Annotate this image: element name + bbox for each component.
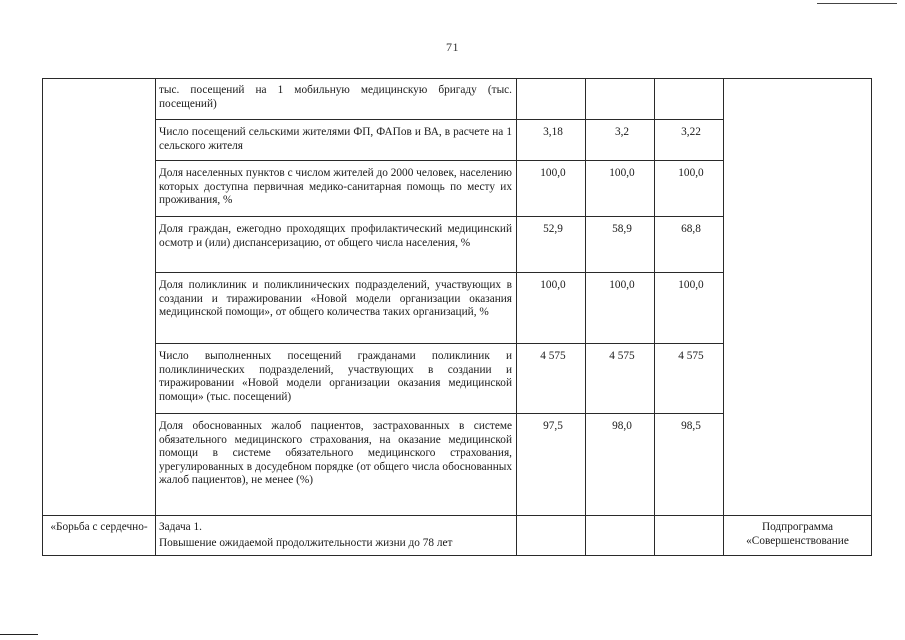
value-cell (655, 344, 724, 414)
value-year-3: 3,22 (681, 126, 701, 138)
value-cell (655, 79, 724, 120)
value-year-3 (655, 79, 723, 87)
value-cell (517, 217, 586, 273)
indicator-text: тыс. посещений на 1 мобильную медицинскую бригаду (тыс. посещений) (159, 84, 512, 110)
value-cell (655, 120, 724, 161)
indicator-text: Доля поликлиник и поликлинических подразделений, участвующих в создании и тиражировании «Новой модели организации оказания медицинской помощи», от общего количества таких организаций, % (159, 279, 512, 318)
value-year-3: 100,0 (678, 279, 704, 291)
value-year-2: 4 575 (609, 350, 635, 362)
page-number: 71 (446, 40, 459, 54)
value-year-2: 98,0 (612, 420, 632, 432)
value-year-1 (517, 79, 585, 87)
value-year-1: 4 575 (540, 350, 566, 362)
value-cell (517, 344, 586, 414)
indicator-cell (156, 344, 517, 414)
value-year-2: 3,2 (614, 126, 630, 138)
program-cell-empty (43, 79, 156, 516)
indicator-text: Доля обоснованных жалоб пациентов, застрахованных в системе обязательного медицинского страхования, на оказание медицинской помощи в системе обязательного медицинского страхования, урегулированных в досудебном порядке (от общего числа обоснованных жалоб пациентов), не менее (%) (159, 420, 512, 486)
value-cell (517, 516, 586, 556)
value-year-3: 98,5 (681, 420, 701, 432)
value-cell (517, 161, 586, 217)
table-row (43, 516, 872, 556)
value-year-2: 100,0 (609, 167, 635, 179)
indicator-cell (156, 273, 517, 344)
value-cell (655, 161, 724, 217)
value-cell (586, 120, 655, 161)
indicator-cell (156, 217, 517, 273)
value-year-3: 68,8 (681, 223, 701, 235)
indicator-text: Доля населенных пунктов с числом жителей до 2000 человек, населению которых доступна первичная медико-санитарная помощь по месту их проживания, % (159, 167, 512, 206)
indicator-cell (156, 120, 517, 161)
footer-line (0, 634, 38, 635)
indicator-text: Доля граждан, ежегодно проходящих профилактический медицинский осмотр и (или) диспансеризацию, от общего числа населения, % (159, 223, 512, 249)
value-year-1: 3,18 (543, 126, 563, 138)
task-title: Задача 1. (159, 521, 202, 533)
value-year-3: 4 575 (678, 350, 704, 362)
indicator-cell (156, 161, 517, 217)
value-cell (586, 161, 655, 217)
value-year-2 (586, 79, 654, 87)
table-row (43, 79, 872, 120)
value-year-1: 100,0 (540, 279, 566, 291)
task-description: Повышение ожидаемой продолжительности жизни до 78 лет (159, 536, 453, 549)
value-cell (586, 79, 655, 120)
value-year-3: 100,0 (678, 167, 704, 179)
indicators-table (42, 78, 872, 556)
indicator-cell (156, 414, 517, 516)
value-cell (655, 414, 724, 516)
indicator-cell (156, 79, 517, 120)
value-cell (586, 344, 655, 414)
value-year-1: 52,9 (543, 223, 563, 235)
value-cell (517, 79, 586, 120)
indicator-text: Число посещений сельскими жителями ФП, ФАПов и ВА, в расчете на 1 сельского жителя (159, 126, 512, 152)
project-name: «Борьба с сердечно- (50, 521, 148, 533)
subprogram-cell (724, 516, 872, 556)
subprogram-cell-empty (724, 79, 872, 516)
subprogram-name: Подпрограмма «Совершенствование (746, 521, 849, 547)
value-cell (517, 120, 586, 161)
value-cell (586, 217, 655, 273)
corner-mark (817, 0, 897, 4)
value-year-1: 100,0 (540, 167, 566, 179)
project-cell (43, 516, 156, 556)
value-year-1: 97,5 (543, 420, 563, 432)
value-cell (586, 273, 655, 344)
value-cell (655, 217, 724, 273)
value-cell (586, 414, 655, 516)
value-cell (517, 414, 586, 516)
value-year-2: 58,9 (612, 223, 632, 235)
task-cell (156, 516, 517, 556)
indicator-text: Число выполненных посещений гражданами поликлиник и поликлинических подразделений, участвующих в создании и тиражировании «Новой модели организации оказания медицинской помощи» (тыс. посещений) (159, 350, 512, 403)
value-cell (655, 516, 724, 556)
value-cell (517, 273, 586, 344)
value-year-2: 100,0 (609, 279, 635, 291)
value-cell (586, 516, 655, 556)
value-cell (655, 273, 724, 344)
